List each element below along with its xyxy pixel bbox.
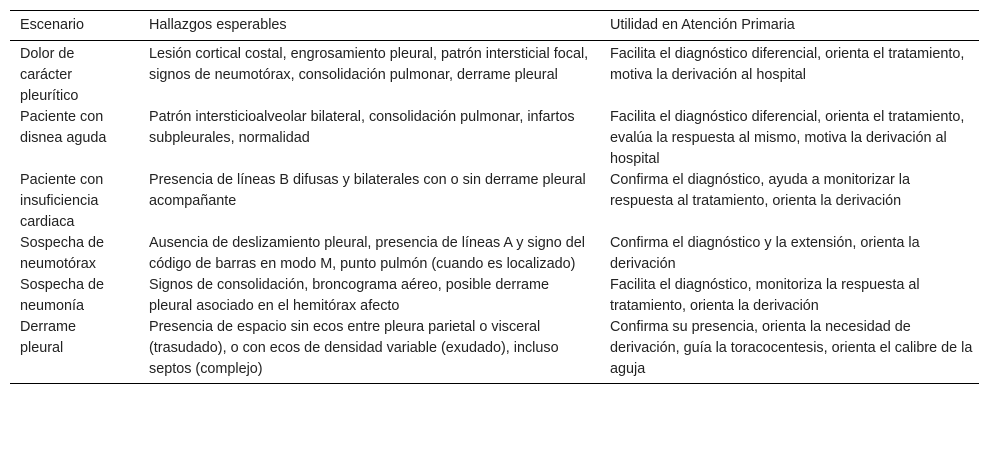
cell-utility: Facilita el diagnóstico, monitoriza la respuesta al tratamiento, orienta la derivación bbox=[610, 277, 920, 314]
table-body bbox=[10, 41, 979, 384]
cell-findings: Presencia de espacio sin ecos entre pleura parietal o visceral (trasudado), o con ecos de densidad variable (exudado), incluso septos (complejo) bbox=[149, 319, 559, 377]
cell-scenario: Paciente con disnea aguda bbox=[20, 109, 107, 146]
header-row bbox=[10, 11, 979, 41]
table-row bbox=[10, 317, 979, 384]
table-row bbox=[10, 233, 979, 275]
table-row bbox=[10, 107, 979, 170]
header-scenario: Escenario bbox=[20, 17, 84, 33]
cell-findings: Signos de consolidación, broncograma aéreo, posible derrame pleural asociado en el hemitórax afecto bbox=[149, 277, 549, 314]
cell-utility: Confirma el diagnóstico, ayuda a monitorizar la respuesta al tratamiento, orienta la derivación bbox=[610, 172, 910, 209]
cell-utility: Facilita el diagnóstico diferencial, orienta el tratamiento, evalúa la respuesta al mismo, motiva la derivación al hospital bbox=[610, 109, 965, 167]
cell-scenario: Dolor de carácter pleurítico bbox=[20, 46, 79, 104]
table-row bbox=[10, 275, 979, 317]
cell-utility: Confirma su presencia, orienta la necesidad de derivación, guía la toracocentesis, orienta el calibre de la aguja bbox=[610, 319, 973, 377]
table-row bbox=[10, 41, 979, 108]
cell-scenario: Sospecha de neumonía bbox=[20, 277, 105, 314]
cell-findings: Patrón intersticioalveolar bilateral, consolidación pulmonar, infartos subpleurales, normalidad bbox=[149, 109, 575, 146]
cell-scenario: Derrame pleural bbox=[20, 319, 76, 356]
ultrasound-scenarios-table bbox=[10, 10, 979, 384]
cell-utility: Facilita el diagnóstico diferencial, orienta el tratamiento, motiva la derivación al hospital bbox=[610, 46, 965, 83]
cell-findings: Ausencia de deslizamiento pleural, presencia de líneas A y signo del código de barras en modo M, punto pulmón (cuando es localizado) bbox=[149, 235, 585, 272]
cell-scenario: Sospecha de neumotórax bbox=[20, 235, 105, 272]
table-header bbox=[10, 11, 979, 41]
table-row bbox=[10, 170, 979, 233]
header-utility: Utilidad en Atención Primaria bbox=[610, 17, 795, 33]
cell-scenario: Paciente con insuficiencia cardiaca bbox=[20, 172, 104, 230]
header-findings: Hallazgos esperables bbox=[149, 17, 287, 33]
cell-findings: Lesión cortical costal, engrosamiento pleural, patrón intersticial focal, signos de neumotórax, consolidación pulmonar, derrame pleural bbox=[149, 46, 589, 83]
cell-utility: Confirma el diagnóstico y la extensión, orienta la derivación bbox=[610, 235, 920, 272]
cell-findings: Presencia de líneas B difusas y bilaterales con o sin derrame pleural acompañante bbox=[149, 172, 586, 209]
